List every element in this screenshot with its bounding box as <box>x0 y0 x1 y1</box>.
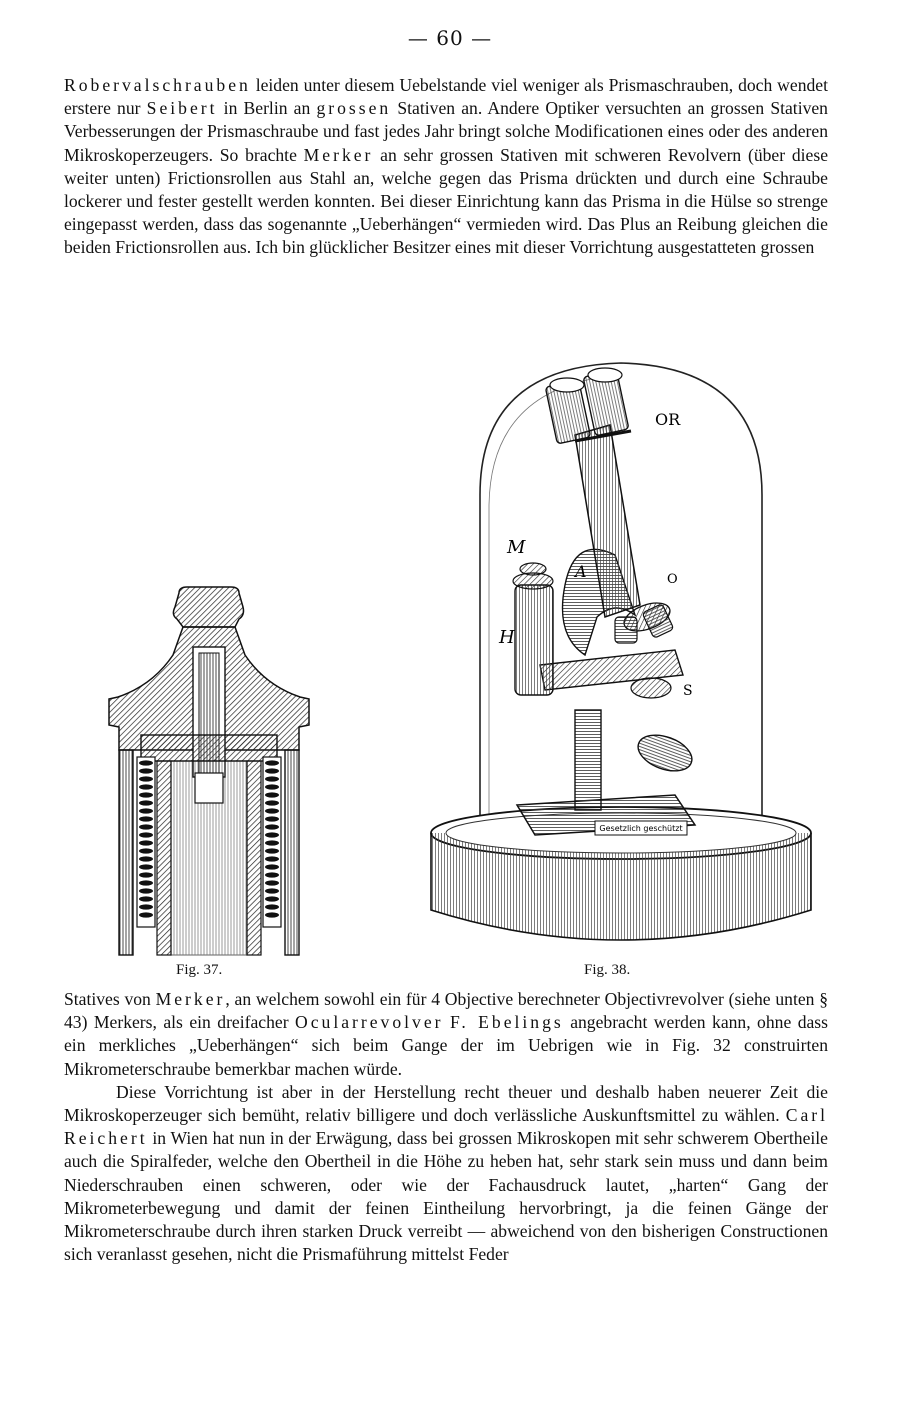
spring-coil <box>139 768 153 773</box>
text-segment: Diese Vorrichtung ist aber in der Herstellung recht theuer und deshalb haben neuerer Zeit die Mikroskoperzeuger sich bemüht, relativ billigere und doch verlässliche Auskunftsmittel zu wählen. <box>64 1081 828 1126</box>
spring-coil <box>265 824 279 829</box>
label-a: A <box>575 562 587 581</box>
spring-coil <box>139 800 153 805</box>
text-segment: in Berlin an <box>217 98 317 119</box>
spring-coil <box>139 872 153 877</box>
spring-coil <box>139 864 153 869</box>
spring-coil <box>139 888 153 893</box>
spring-coil <box>265 848 279 853</box>
spring-coil <box>265 832 279 837</box>
text-segment: angebracht werden kann, ohne dass ein merkliches „Ueberhängen“ sich beim Gange der im Uebrigen wie in Fig. 32 construirten Mikrometerschraube bemerkbar machen würde. <box>64 1012 828 1079</box>
name-merker: Merker <box>155 989 226 1009</box>
figure-38-microscope-illustration <box>425 355 817 960</box>
spring-coil <box>265 776 279 781</box>
name-ebelings: F. Ebelings <box>449 1012 564 1033</box>
spring-coil <box>265 840 279 845</box>
name-reichert: Carl Reichert <box>64 1105 828 1149</box>
spring-coil <box>139 784 153 789</box>
spring-coil <box>139 824 153 829</box>
text-segment: an sehr grossen Stativen mit schweren Revolvern (über diese weiter unten) Frictionsrollen aus Stahl an, welche gegen das Prisma drückten und durch eine Schraube lockerer und fester gestellt werden konnten. Bei dieser Einrichtung kann das Prisma in die Hülse so strenge eingepasst werden, dass das sogenannte „Ueberhängen“ vermieden wird. Das Plus an Reibung gleichen die beiden Frictionsrollen aus. Ich bin glücklicher Besitzer eines mit dieser Vorrichtung ausgestatteten grossen <box>64 144 828 258</box>
figure-37-caption: Fig. 37. <box>176 962 223 978</box>
text-segment: leiden unter diesem Uebelstande viel weniger als Prismaschrauben, doch wendet erstere nur <box>64 75 828 119</box>
spring-coil <box>139 880 153 885</box>
emphasis-ocularrevolver: Ocularrevolver <box>295 1012 444 1033</box>
spring-coil <box>265 888 279 893</box>
spring-coil <box>265 880 279 885</box>
spring-coil <box>139 840 153 845</box>
text-segment: , an welchem sowohl ein für 4 Objective berechneter Objectivrevolver (siehe unten § 43) Merkers, als ein dreifacher <box>64 989 828 1033</box>
plate-label: Gesetzlich geschützt <box>599 824 683 833</box>
text-segment: Stativen an. Andere Optiker versuchten an grossen Stativen Verbesserungen der Prismaschraube und fast jedes Jahr bringt solche Modificationen eines oder des anderen Mikroskoperzeugers. So brachte <box>64 98 828 165</box>
spring-coil <box>265 872 279 877</box>
paragraph-2 <box>64 1081 828 1267</box>
label-or: OR <box>655 410 681 429</box>
spring-coil <box>265 904 279 909</box>
label-o: O <box>667 572 678 587</box>
spring-coil <box>265 864 279 869</box>
bottom-text <box>64 988 828 1266</box>
name-seibert: Seibert <box>146 98 218 119</box>
spring-coil <box>139 776 153 781</box>
spring-coil <box>139 856 153 861</box>
spring-coil <box>265 816 279 821</box>
term-robervalschrauben: Robervalschrauben <box>64 75 251 95</box>
label-m: M <box>507 537 526 558</box>
text-segment: Statives von <box>64 989 156 1009</box>
spring-coil <box>139 912 153 917</box>
label-s: S <box>683 683 693 699</box>
top-paragraph <box>64 74 828 260</box>
spring-coil <box>139 896 153 901</box>
spring-coil <box>139 808 153 813</box>
spring-coil <box>265 784 279 789</box>
spring-coil <box>139 904 153 909</box>
spring-coil <box>139 760 153 765</box>
name-merker: Merker <box>303 144 374 165</box>
spring-coil <box>139 816 153 821</box>
spring-coil <box>265 808 279 813</box>
spring-coil <box>265 856 279 861</box>
spring-coil <box>265 768 279 773</box>
page-number: — 60 — <box>407 26 493 50</box>
figure-37-section-drawing <box>95 585 323 960</box>
figure-38-caption: Fig. 38. <box>584 962 631 978</box>
spring-coil <box>139 832 153 837</box>
spring-coil <box>265 792 279 797</box>
label-h: H <box>499 627 515 648</box>
emphasis-grossen: grossen <box>316 98 392 119</box>
spring-coil <box>139 848 153 853</box>
spring-coil <box>265 760 279 765</box>
spring-coil <box>139 792 153 797</box>
spring-coil <box>265 800 279 805</box>
text-segment: in Wien hat nun in der Erwägung, dass bei grossen Mikroskopen mit sehr schwerem Obertheile auch die Spiralfeder, welche den Obertheil in die Höhe zu heben hat, sehr stark sein muss und dann beim Niederschrauben einen schweren, oder wie der Fachausdruck lautet, „harten“ Gang der Mikrometerbewegung und damit der feinen Eintheilung hervorbringt, ja die feinen Gänge der Mikrometerschraube durch ihren starken Druck verreibt — abweichend von den bisherigen Constructionen sich veranlasst gesehen, nicht die Prismaführung mittelst Feder <box>64 1128 828 1265</box>
paragraph-1 <box>64 988 828 1081</box>
spring-coil <box>265 896 279 901</box>
spring-coil <box>265 912 279 917</box>
